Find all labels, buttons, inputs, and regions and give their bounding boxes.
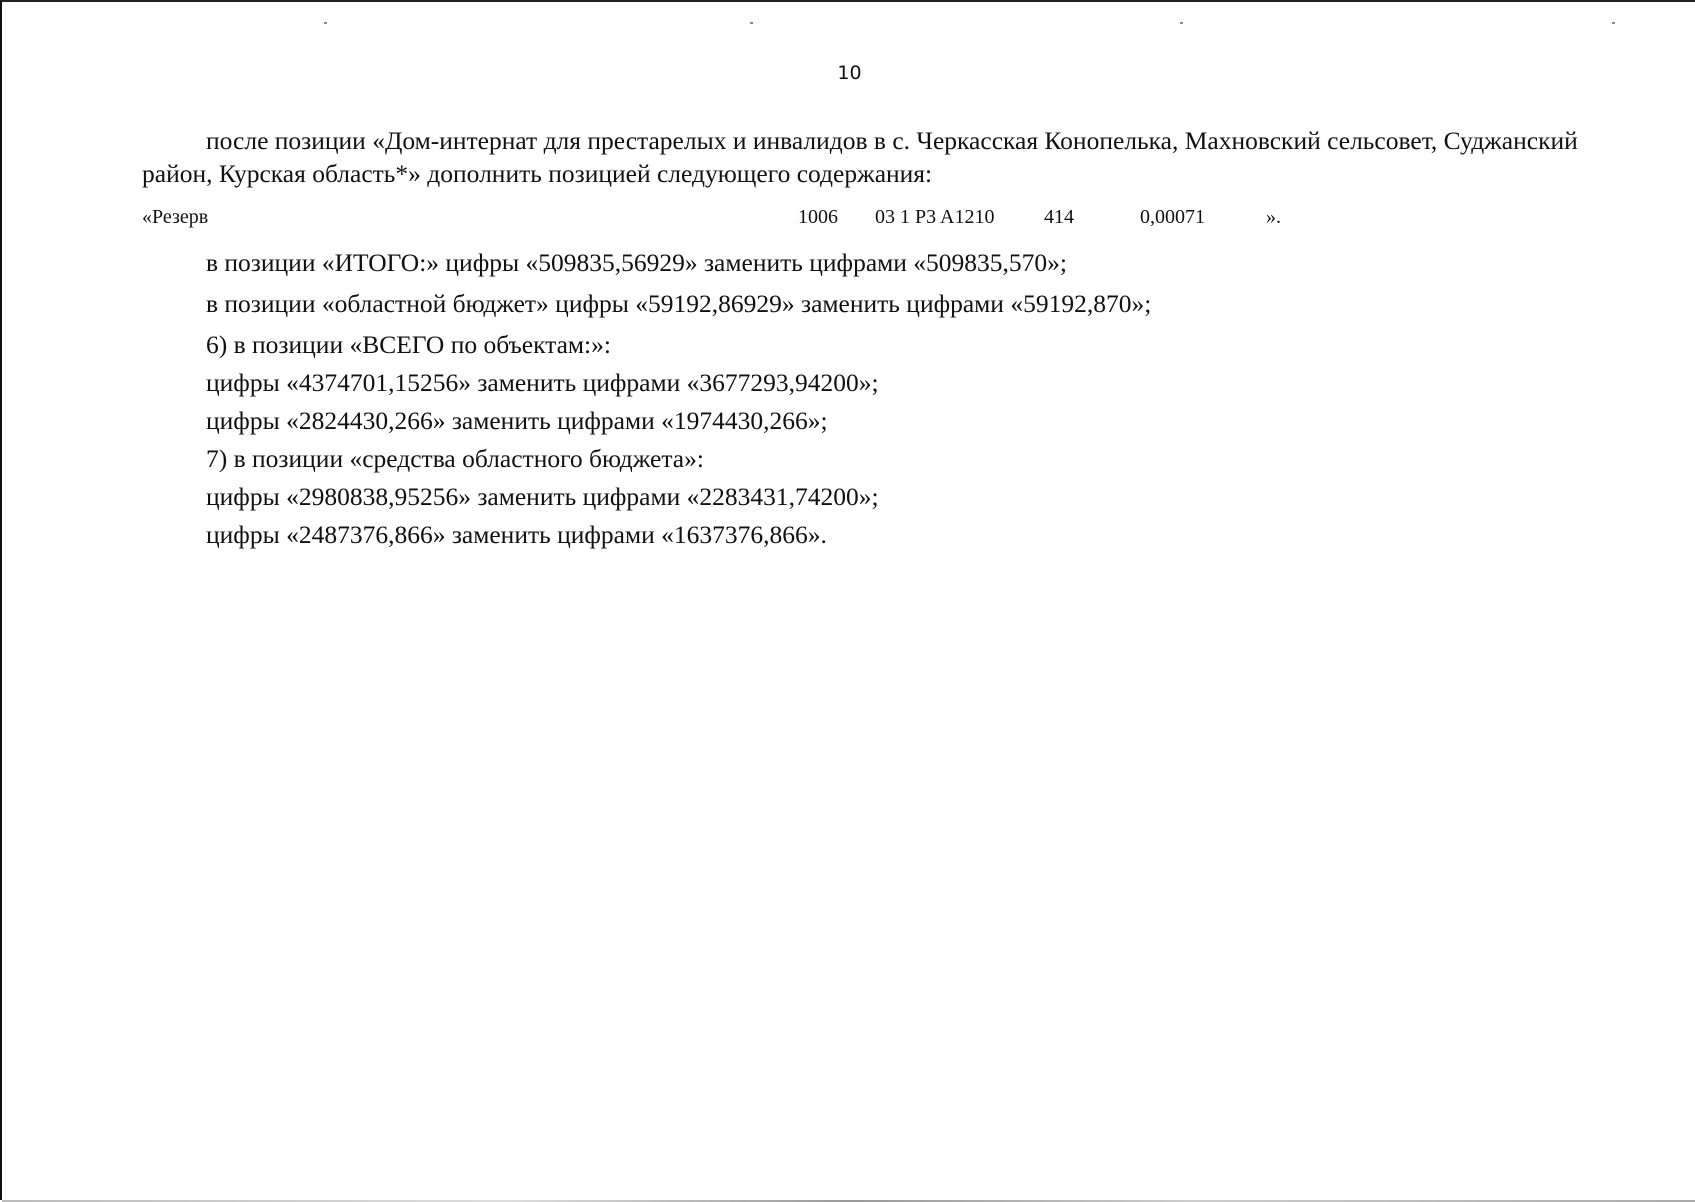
amendment-line: цифры «4374701,15256» заменить цифрами «3677293,94200»; — [206, 368, 879, 397]
amendment-line: цифры «2824430,266» заменить цифрами «1974430,266»; — [206, 406, 828, 435]
row-name: «Резерв — [142, 206, 209, 228]
scan-artifact — [1612, 22, 1615, 24]
amendment-line-itogo: в позиции «ИТОГО:» цифры «509835,56929» заменить цифрами «509835,570»; — [206, 248, 1068, 277]
row-close: ». — [1266, 206, 1281, 228]
amendment-line: цифры «2487376,866» заменить цифрами «1637376,866». — [206, 520, 827, 549]
amendment-line: цифры «2980838,95256» заменить цифрами «2283431,74200»; — [206, 482, 879, 511]
row-section: 1006 — [798, 206, 838, 228]
amendment-item-6: 6) в позиции «ВСЕГО по объектам:»: — [206, 330, 611, 359]
amendment-line-regional-budget: в позиции «областной бюджет» цифры «59192,86929» заменить цифрами «59192,870»; — [206, 289, 1152, 318]
page-number: 10 — [837, 62, 862, 84]
row-code: 03 1 P3 A1210 — [875, 206, 995, 228]
scan-artifact — [324, 22, 327, 24]
row-value: 0,00071 — [1140, 206, 1205, 228]
scan-artifact — [1180, 22, 1183, 24]
intro-paragraph: после позиции «Дом-интернат для престарелых и инвалидов в с. Черкасская Конопелька, Махновский сельсовет, Суджанский район, Курская область*» дополнить позицией следующего содержания: — [142, 126, 1578, 188]
amendment-item-7: 7) в позиции «средства областного бюджета»: — [206, 444, 704, 473]
row-kind: 414 — [1044, 206, 1074, 228]
scan-artifact — [750, 22, 753, 24]
